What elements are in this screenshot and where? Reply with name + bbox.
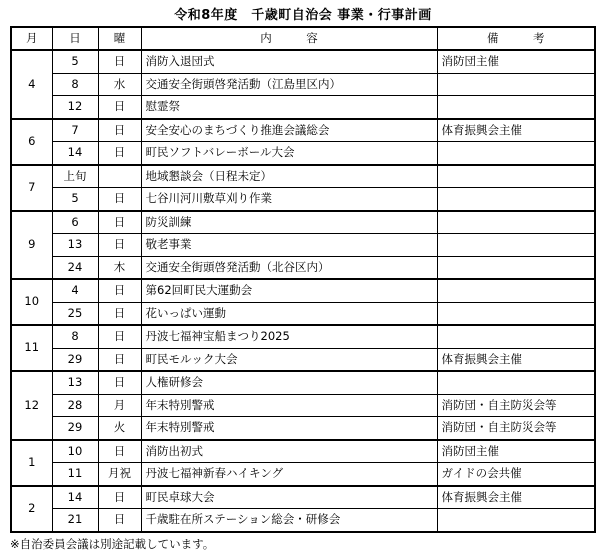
table-row — [11, 279, 595, 302]
month-cell: 7 — [11, 165, 52, 211]
table-row — [11, 256, 595, 279]
remarks-cell: 消防団・自主防災会等 — [437, 417, 595, 440]
weekday-cell: 日 — [98, 188, 141, 211]
remarks-cell: 体育振興会主催 — [437, 486, 595, 509]
remarks-cell — [437, 96, 595, 119]
content-cell: 町民卓球大会 — [141, 486, 437, 509]
weekday-cell: 日 — [98, 348, 141, 371]
table-row — [11, 486, 595, 509]
day-cell: 21 — [52, 509, 98, 532]
month-cell: 12 — [11, 371, 52, 440]
day-cell: 25 — [52, 302, 98, 325]
content-cell: 丹波七福神宝船まつり2025 — [141, 325, 437, 348]
table-row — [11, 440, 595, 463]
remarks-cell: 消防団・自主防災会等 — [437, 394, 595, 417]
table-header-row — [11, 27, 595, 50]
remarks-cell — [437, 142, 595, 165]
weekday-cell: 日 — [98, 371, 141, 394]
table-row — [11, 509, 595, 532]
content-cell: 消防出初式 — [141, 440, 437, 463]
table-row — [11, 463, 595, 486]
day-cell: 10 — [52, 440, 98, 463]
table-row — [11, 96, 595, 119]
weekday-cell: 日 — [98, 486, 141, 509]
weekday-cell: 日 — [98, 440, 141, 463]
remarks-cell — [437, 371, 595, 394]
remarks-cell — [437, 256, 595, 279]
header-month: 月 — [11, 27, 52, 50]
content-cell: 人権研修会 — [141, 371, 437, 394]
header-day: 日 — [52, 27, 98, 50]
table-row — [11, 325, 595, 348]
content-cell: 第62回町民大運動会 — [141, 279, 437, 302]
day-cell: 29 — [52, 417, 98, 440]
weekday-cell: 日 — [98, 302, 141, 325]
day-cell: 5 — [52, 188, 98, 211]
table-row — [11, 188, 595, 211]
remarks-cell: ガイドの会共催 — [437, 463, 595, 486]
table-row — [11, 417, 595, 440]
day-cell: 11 — [52, 463, 98, 486]
day-cell: 13 — [52, 371, 98, 394]
weekday-cell: 木 — [98, 256, 141, 279]
remarks-cell — [437, 211, 595, 234]
weekday-cell: 月 — [98, 394, 141, 417]
day-cell: 13 — [52, 234, 98, 257]
day-cell: 28 — [52, 394, 98, 417]
schedule-body — [11, 50, 595, 532]
remarks-cell — [437, 325, 595, 348]
remarks-cell: 体育振興会主催 — [437, 348, 595, 371]
content-cell: 町民モルック大会 — [141, 348, 437, 371]
table-row — [11, 73, 595, 96]
month-cell: 11 — [11, 325, 52, 371]
content-cell: 町民ソフトバレーボール大会 — [141, 142, 437, 165]
day-cell: 4 — [52, 279, 98, 302]
header-content: 内 容 — [141, 27, 437, 50]
day-cell: 8 — [52, 325, 98, 348]
remarks-cell: 体育振興会主催 — [437, 119, 595, 142]
month-cell: 10 — [11, 279, 52, 325]
day-cell: 5 — [52, 50, 98, 73]
weekday-cell: 日 — [98, 234, 141, 257]
content-cell: 千歳駐在所ステーション総会・研修会 — [141, 509, 437, 532]
day-cell: 上旬 — [52, 165, 98, 188]
content-cell: 防災訓練 — [141, 211, 437, 234]
content-cell: 慰霊祭 — [141, 96, 437, 119]
content-cell: 七谷川河川敷草刈り作業 — [141, 188, 437, 211]
content-cell: 敬老事業 — [141, 234, 437, 257]
day-cell: 14 — [52, 486, 98, 509]
weekday-cell: 日 — [98, 279, 141, 302]
month-cell: 2 — [11, 486, 52, 532]
day-cell: 6 — [52, 211, 98, 234]
weekday-cell: 日 — [98, 142, 141, 165]
weekday-cell: 日 — [98, 325, 141, 348]
content-cell: 丹波七福神新春ハイキング — [141, 463, 437, 486]
weekday-cell: 月祝 — [98, 463, 141, 486]
content-cell: 年末特別警戒 — [141, 417, 437, 440]
remarks-cell — [437, 509, 595, 532]
table-row — [11, 348, 595, 371]
day-cell: 7 — [52, 119, 98, 142]
weekday-cell: 日 — [98, 211, 141, 234]
remarks-cell — [437, 188, 595, 211]
day-cell: 14 — [52, 142, 98, 165]
content-cell: 安全安心のまちづくり推進会議総会 — [141, 119, 437, 142]
table-row — [11, 119, 595, 142]
remarks-cell — [437, 302, 595, 325]
table-row — [11, 394, 595, 417]
schedule-table — [10, 26, 596, 533]
table-row — [11, 211, 595, 234]
day-cell: 12 — [52, 96, 98, 119]
weekday-cell: 水 — [98, 73, 141, 96]
weekday-cell: 日 — [98, 509, 141, 532]
header-remarks: 備 考 — [437, 27, 595, 50]
content-cell: 地域懇談会（日程未定） — [141, 165, 437, 188]
content-cell: 花いっぱい運動 — [141, 302, 437, 325]
weekday-cell: 日 — [98, 50, 141, 73]
footnote: ※自治委員会議は別途記載しています。 — [10, 537, 215, 551]
day-cell: 24 — [52, 256, 98, 279]
table-row — [11, 234, 595, 257]
month-cell: 9 — [11, 211, 52, 280]
remarks-cell: 消防団主催 — [437, 440, 595, 463]
day-cell: 8 — [52, 73, 98, 96]
table-row — [11, 302, 595, 325]
content-cell: 交通安全街頭啓発活動（江島里区内） — [141, 73, 437, 96]
content-cell: 消防入退団式 — [141, 50, 437, 73]
remarks-cell: 消防団主催 — [437, 50, 595, 73]
table-row — [11, 371, 595, 394]
weekday-cell: 日 — [98, 96, 141, 119]
content-cell: 年末特別警戒 — [141, 394, 437, 417]
table-row — [11, 165, 595, 188]
table-row — [11, 50, 595, 73]
month-cell: 6 — [11, 119, 52, 165]
month-cell: 1 — [11, 440, 52, 486]
weekday-cell — [98, 165, 141, 188]
remarks-cell — [437, 234, 595, 257]
table-row — [11, 142, 595, 165]
header-weekday: 曜 — [98, 27, 141, 50]
remarks-cell — [437, 73, 595, 96]
content-cell: 交通安全街頭啓発活動（北谷区内） — [141, 256, 437, 279]
remarks-cell — [437, 279, 595, 302]
weekday-cell: 火 — [98, 417, 141, 440]
month-cell: 4 — [11, 50, 52, 119]
page-title: 令和8年度 千歳町自治会 事業・行事計画 — [174, 8, 432, 23]
day-cell: 29 — [52, 348, 98, 371]
remarks-cell — [437, 165, 595, 188]
weekday-cell: 日 — [98, 119, 141, 142]
